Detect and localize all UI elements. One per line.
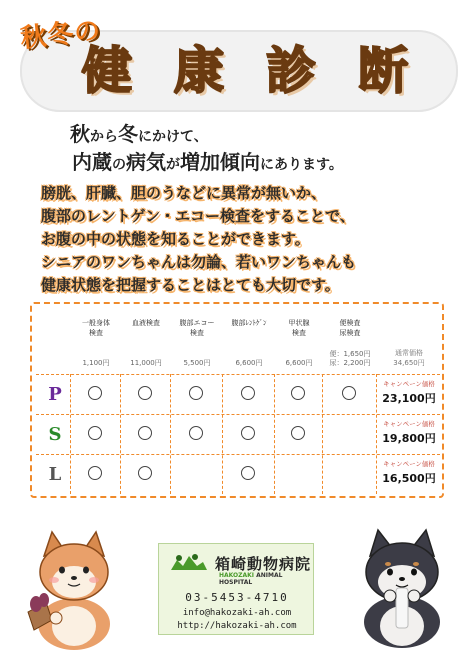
table-divider bbox=[120, 374, 121, 494]
included-test-mark bbox=[88, 466, 102, 480]
included-test-mark bbox=[138, 426, 152, 440]
body-line: シニアのワンちゃんは勿論、若いワンちゃんも bbox=[41, 253, 357, 271]
included-test-mark bbox=[88, 426, 102, 440]
included-test-mark bbox=[138, 386, 152, 400]
col-price: 5,500円 bbox=[183, 359, 211, 367]
included-test-mark bbox=[189, 386, 203, 400]
col-header-general: 一般身体 検査 bbox=[82, 319, 110, 337]
included-test-mark bbox=[241, 466, 255, 480]
table-divider bbox=[36, 414, 440, 415]
plan-letter-l: L bbox=[48, 464, 62, 485]
included-test-mark bbox=[291, 386, 305, 400]
campaign-price: 16,500円 bbox=[382, 472, 436, 485]
col-header-xray: 腹部ﾚﾝﾄｹﾞﾝ bbox=[231, 319, 267, 327]
plan-table-grid bbox=[32, 304, 442, 496]
plan-letter-s: S bbox=[48, 424, 62, 445]
regular-price: 通常価格 34,650円 bbox=[393, 349, 425, 367]
title-char: 康 bbox=[174, 42, 224, 100]
shiba-dog-left-illustration bbox=[22, 528, 122, 650]
plan-table bbox=[30, 302, 444, 498]
title-char: 断 bbox=[358, 42, 408, 100]
table-divider bbox=[322, 374, 323, 494]
plan-letter-p: P bbox=[48, 384, 62, 405]
campaign-label: キャンペーン価格 bbox=[383, 460, 435, 468]
campaign-price: 19,800円 bbox=[382, 432, 436, 445]
title-char: 健 bbox=[82, 42, 132, 100]
season-label: 秋冬の bbox=[18, 15, 103, 55]
included-test-mark bbox=[241, 426, 255, 440]
included-test-mark bbox=[88, 386, 102, 400]
col-price: 6,600円 bbox=[235, 359, 263, 367]
clinic-name: 箱崎動物病院 bbox=[215, 554, 312, 573]
included-test-mark bbox=[291, 426, 305, 440]
clinic-logo-icon bbox=[169, 552, 209, 574]
col-header-stool-urine: 便検査 尿検査 bbox=[339, 319, 361, 337]
subheading-line-1: 秋から冬にかけて、 bbox=[70, 122, 208, 146]
table-divider bbox=[222, 374, 223, 494]
col-price: 11,000円 bbox=[130, 359, 162, 367]
clinic-url: http://hakozaki-ah.com bbox=[177, 621, 297, 631]
clinic-logo-row bbox=[169, 552, 311, 574]
shiba-dog-right-illustration bbox=[350, 526, 454, 650]
col-price: 6,600円 bbox=[285, 359, 313, 367]
body-line: お腹の中の状態を知ることができます。 bbox=[41, 230, 310, 248]
col-price-stool-urine: 便：1,650円 尿：2,200円 bbox=[329, 350, 371, 367]
campaign-label: キャンペーン価格 bbox=[383, 380, 435, 388]
clinic-name-english: HAKOZAKI ANIMAL HOSPITAL bbox=[219, 572, 283, 586]
table-divider bbox=[170, 374, 171, 494]
included-test-mark bbox=[138, 466, 152, 480]
body-line: 膀胱、肝臓、胆のうなどに異常が無いか、 bbox=[41, 184, 327, 202]
table-divider bbox=[36, 374, 440, 375]
col-price: 1,100円 bbox=[82, 359, 110, 367]
included-test-mark bbox=[241, 386, 255, 400]
body-line: 腹部のレントゲン・エコー検査をすることで、 bbox=[41, 207, 355, 225]
campaign-price: 23,100円 bbox=[382, 392, 436, 405]
campaign-label: キャンペーン価格 bbox=[383, 420, 435, 428]
body-line: 健康状態を把握することはとても大切です。 bbox=[41, 276, 340, 294]
col-header-thyroid: 甲状腺 検査 bbox=[288, 319, 310, 337]
body-text bbox=[41, 182, 461, 297]
col-header-blood: 血液検査 bbox=[132, 319, 160, 327]
table-divider bbox=[274, 374, 275, 494]
title-char: 診 bbox=[266, 42, 316, 100]
table-divider bbox=[36, 454, 440, 455]
page-title bbox=[75, 40, 415, 102]
col-header-echo: 腹部エコー 検査 bbox=[179, 319, 215, 337]
included-test-mark bbox=[342, 386, 356, 400]
table-divider bbox=[376, 374, 377, 494]
clinic-email: info@hakozaki-ah.com bbox=[182, 608, 292, 618]
subheading-line-2: 内蔵の病気が増加傾向にあります。 bbox=[72, 150, 343, 174]
clinic-phone: 03-5453-4710 bbox=[185, 591, 289, 604]
included-test-mark bbox=[189, 426, 203, 440]
table-divider bbox=[70, 374, 71, 494]
clinic-info-card bbox=[158, 543, 314, 635]
